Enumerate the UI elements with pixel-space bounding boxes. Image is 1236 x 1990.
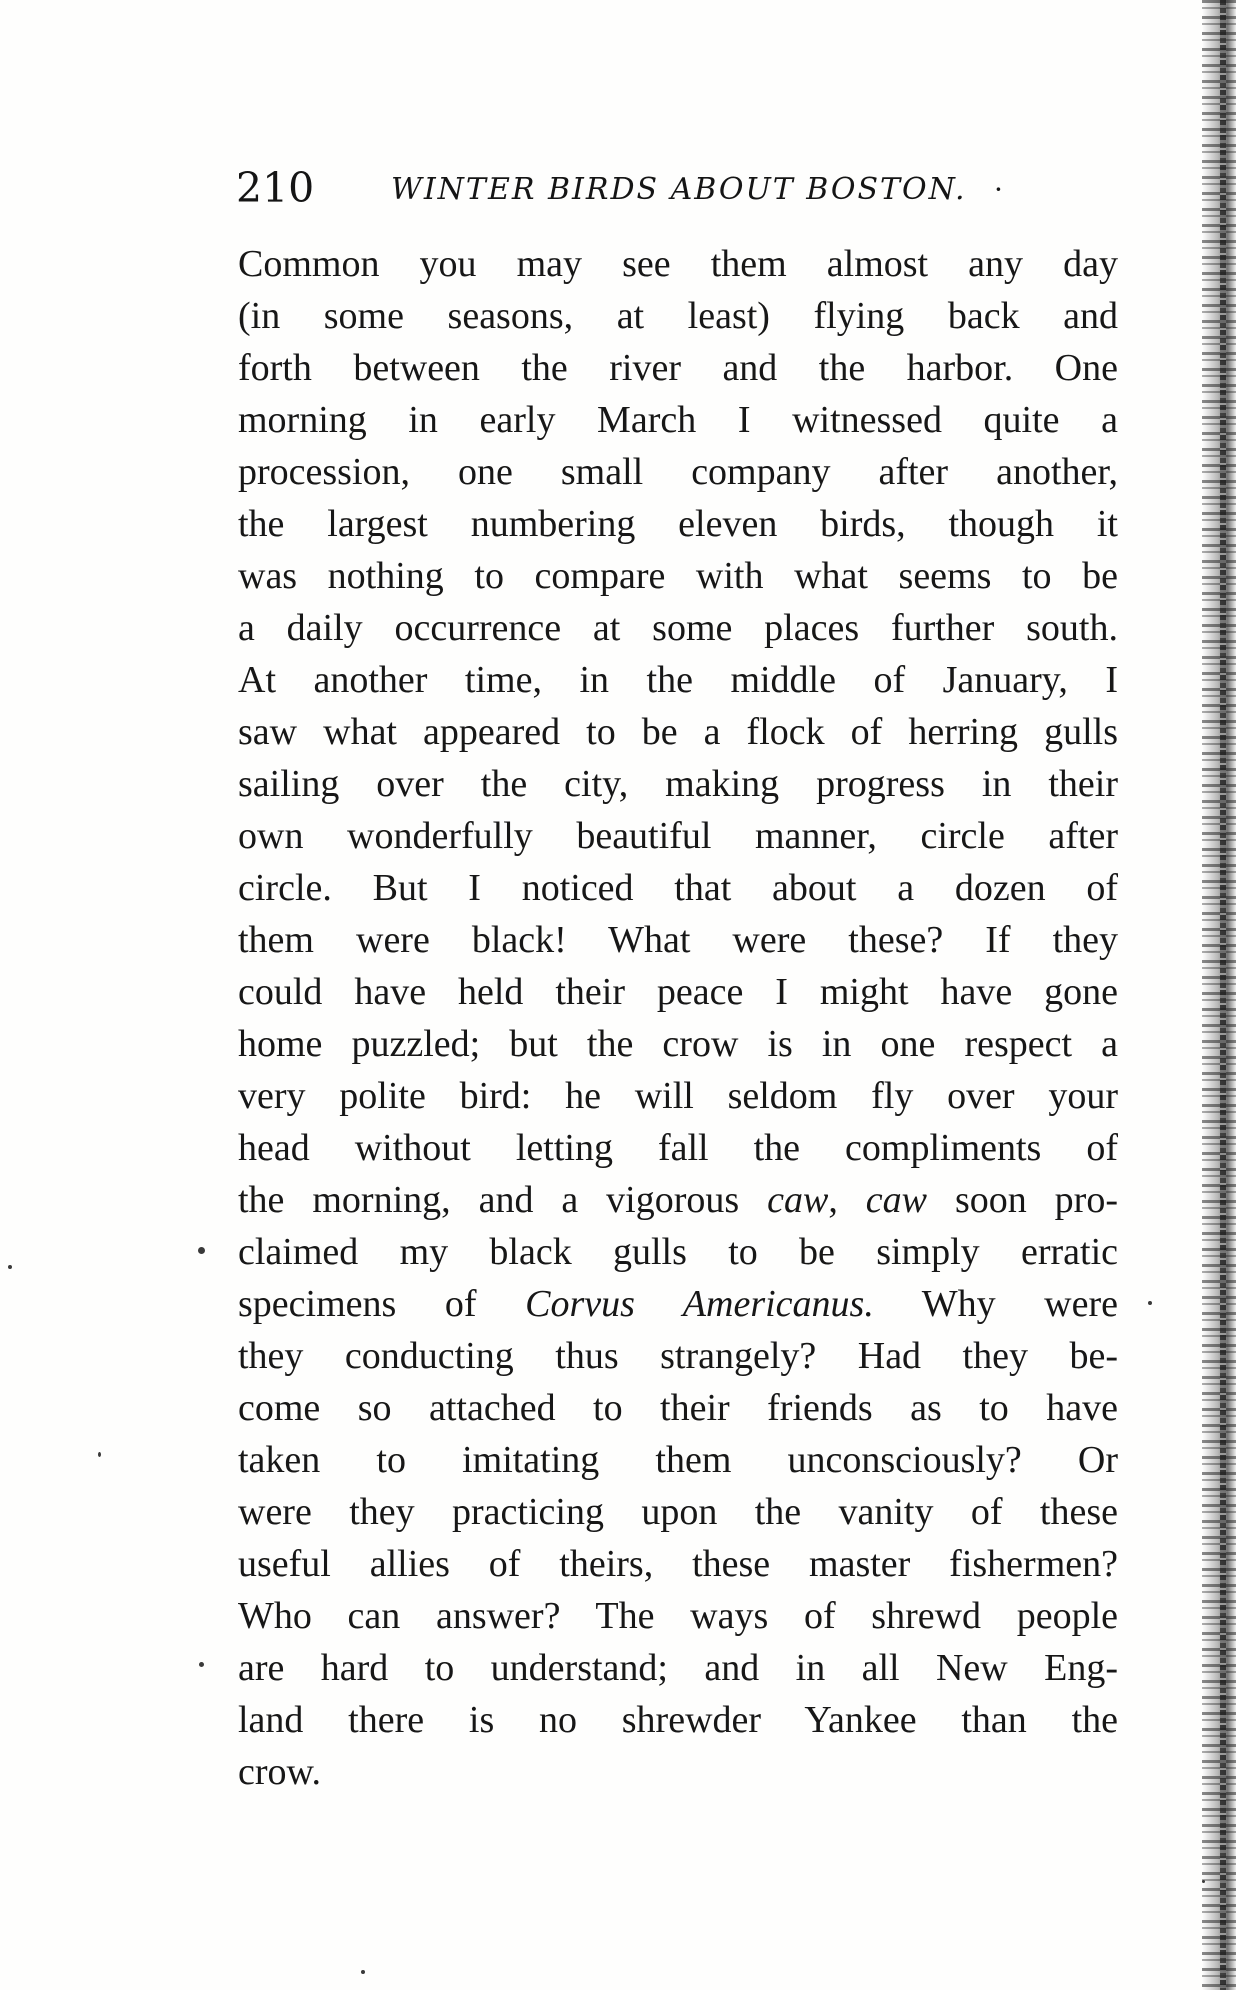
text-segment: Why were (873, 1283, 1118, 1325)
text-line: Common you may see them almost any day (238, 243, 1118, 285)
text-line: the largest numbering eleven birds, though it (238, 503, 1118, 545)
text-line: At another time, in the middle of January, I (238, 659, 1118, 701)
header-mark: · (994, 173, 1003, 206)
scan-speck (1202, 1880, 1205, 1883)
text-line-final: crow. (238, 1751, 321, 1793)
text-line: sailing over the city, making progress in their (238, 763, 1118, 805)
text-line: are hard to understand; and in all New Eng- (238, 1647, 1118, 1689)
text-line: head without letting fall the compliments of (238, 1127, 1118, 1169)
text-line: Who can answer? The ways of shrewd people (238, 1595, 1118, 1637)
scan-speck (361, 1970, 365, 1974)
scan-speck (8, 1265, 12, 1269)
text-line: saw what appeared to be a flock of herring gulls (238, 711, 1118, 753)
text-line: were they practicing upon the vanity of these (238, 1491, 1118, 1533)
text-line-with-italics (238, 1174, 1118, 1226)
text-line: come so attached to their friends as to have (238, 1387, 1118, 1429)
italic-species-name: Corvus Americanus. (525, 1283, 874, 1325)
scan-speck (199, 1662, 204, 1667)
text-line: very polite bird: he will seldom fly over your (238, 1075, 1118, 1117)
text-line: taken to imitating them unconsciously? Or (238, 1439, 1118, 1481)
binding-edge-shadow (1220, 0, 1226, 1990)
text-line: claimed my black gulls to be simply erratic (238, 1231, 1118, 1273)
scan-speck (98, 1452, 101, 1457)
italic-word: caw (865, 1179, 928, 1221)
page-header (236, 160, 1116, 216)
text-line: land there is no shrewder Yankee than the (238, 1699, 1118, 1741)
running-head: WINTER BIRDS ABOUT BOSTON. (391, 172, 967, 207)
text-line: them were black! What were these? If they (238, 919, 1118, 961)
page-number: 210 (236, 164, 315, 212)
text-line: could have held their peace I might have gone (238, 971, 1118, 1013)
text-line: a daily occurrence at some places further south. (238, 607, 1118, 649)
scan-speck (1148, 1301, 1152, 1305)
text-line: useful allies of theirs, these master fishermen? (238, 1543, 1118, 1585)
text-line: forth between the river and the harbor. One (238, 347, 1118, 389)
text-segment: soon pro- (927, 1179, 1118, 1221)
text-line: procession, one small company after another, (238, 451, 1118, 493)
text-segment: specimens of (238, 1283, 526, 1325)
text-line: own wonderfully beautiful manner, circle after (238, 815, 1118, 857)
text-line: (in some seasons, at least) flying back and (238, 295, 1118, 337)
binding-edge (1202, 0, 1236, 1990)
text-line: morning in early March I witnessed quite a (238, 399, 1118, 441)
text-line: they conducting thus strangely? Had they be- (238, 1335, 1118, 1377)
text-line-with-italics (238, 1278, 1118, 1330)
text-line: home puzzled; but the crow is in one respect a (238, 1023, 1118, 1065)
italic-word: caw (767, 1179, 829, 1221)
text-segment: the morning, and a vigorous (238, 1179, 768, 1221)
text-line: was nothing to compare with what seems to be (238, 555, 1118, 597)
text-line: circle. But I noticed that about a dozen of (238, 867, 1118, 909)
body-text (238, 238, 1118, 1798)
text-segment: , (828, 1179, 866, 1221)
scan-speck (198, 1247, 205, 1254)
